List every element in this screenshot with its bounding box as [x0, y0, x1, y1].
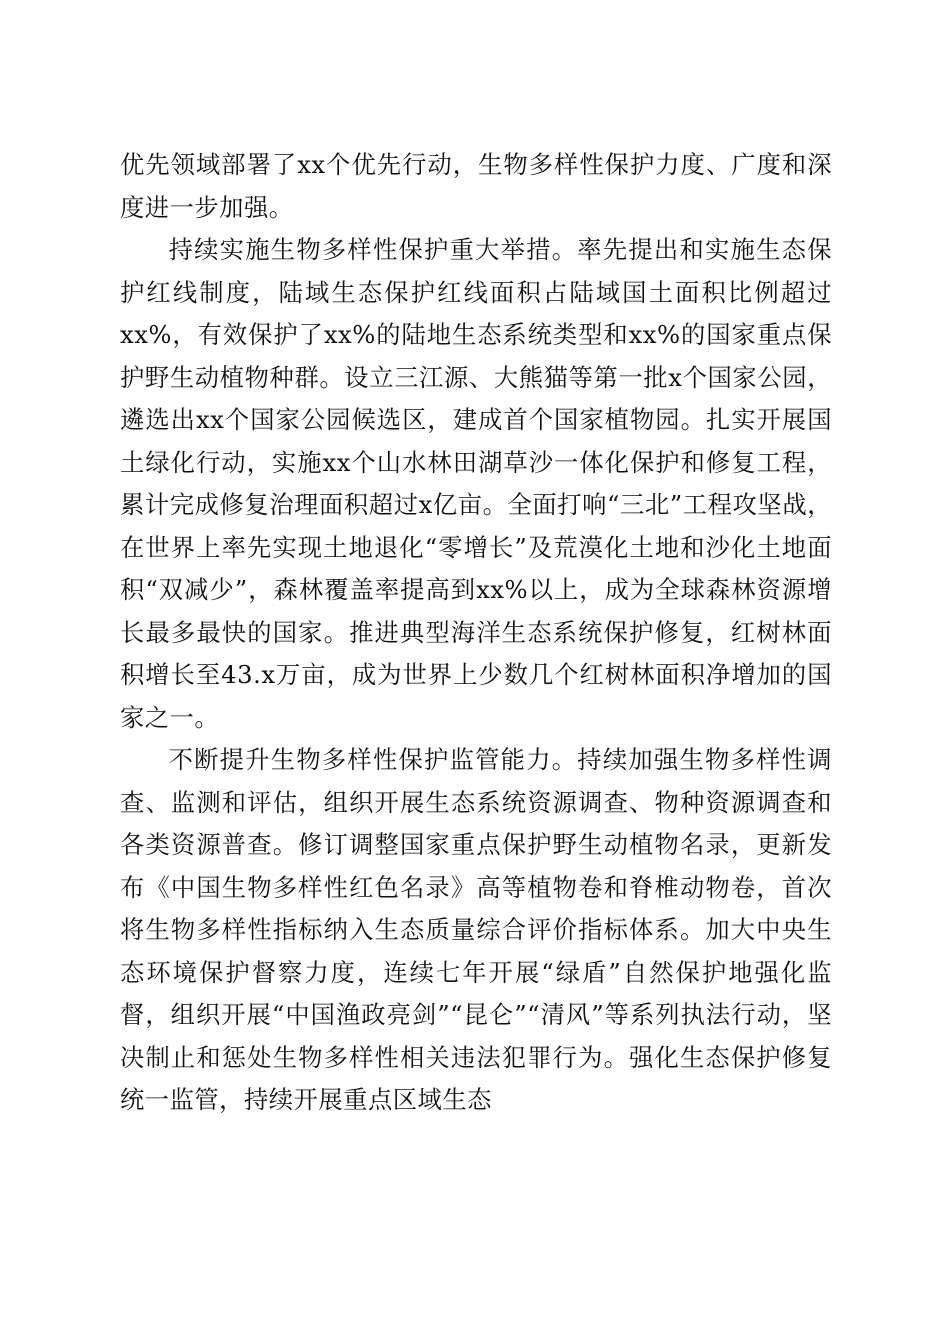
document-body	[120, 144, 832, 1122]
paragraph-supervision-capacity: 不断提升生物多样性保护监管能力。持续加强生物多样性调查、监测和评估，组织开展生态系统资源调查、物种资源调查和各类资源普查。修订调整国家重点保护野生动植物名录，更新发布《中国生物多样性红色名录》高等植物卷和脊椎动物卷，首次将生物多样性指标纳入生态质量综合评价指标体系。加大中央生态环境保护督察力度，连续七年开展“绿盾”自然保护地强化监督，组织开展“中国渔政亮剑”“昆仑”“清风”等系列执法行动，坚决制止和惩处生物多样性相关违法犯罪行为。强化生态保护修复统一监管，持续开展重点区域生态	[120, 745, 832, 1114]
paragraph-biodiversity-measures: 持续实施生物多样性保护重大举措。率先提出和实施生态保护红线制度，陆域生态保护红线面积占陆域国土面积比例超过xx%，有效保护了xx%的陆地生态系统类型和xx%的国家重点保护野生动植物种群。设立三江源、大熊猫等第一批x个国家公园，遴选出xx个国家公园候选区，建成首个国家植物园。扎实开展国土绿化行动，实施xx个山水林田湖草沙一体化保护和修复工程，累计完成修复治理面积超过x亿亩。全面打响“三北”工程攻坚战，在世界上率先实现土地退化“零增长”及荒漠化土地和沙化土地面积“双减少”，森林覆盖率提高到xx%以上，成为全球森林资源增长最多最快的国家。推进典型海洋生态系统保护修复，红树林面积增长至43.x万亩，成为世界上少数几个红树林面积净增加的国家之一。	[120, 235, 832, 732]
paragraph-continuation: 优先领域部署了xx个优先行动，生物多样性保护力度、广度和深度进一步加强。	[120, 150, 832, 222]
